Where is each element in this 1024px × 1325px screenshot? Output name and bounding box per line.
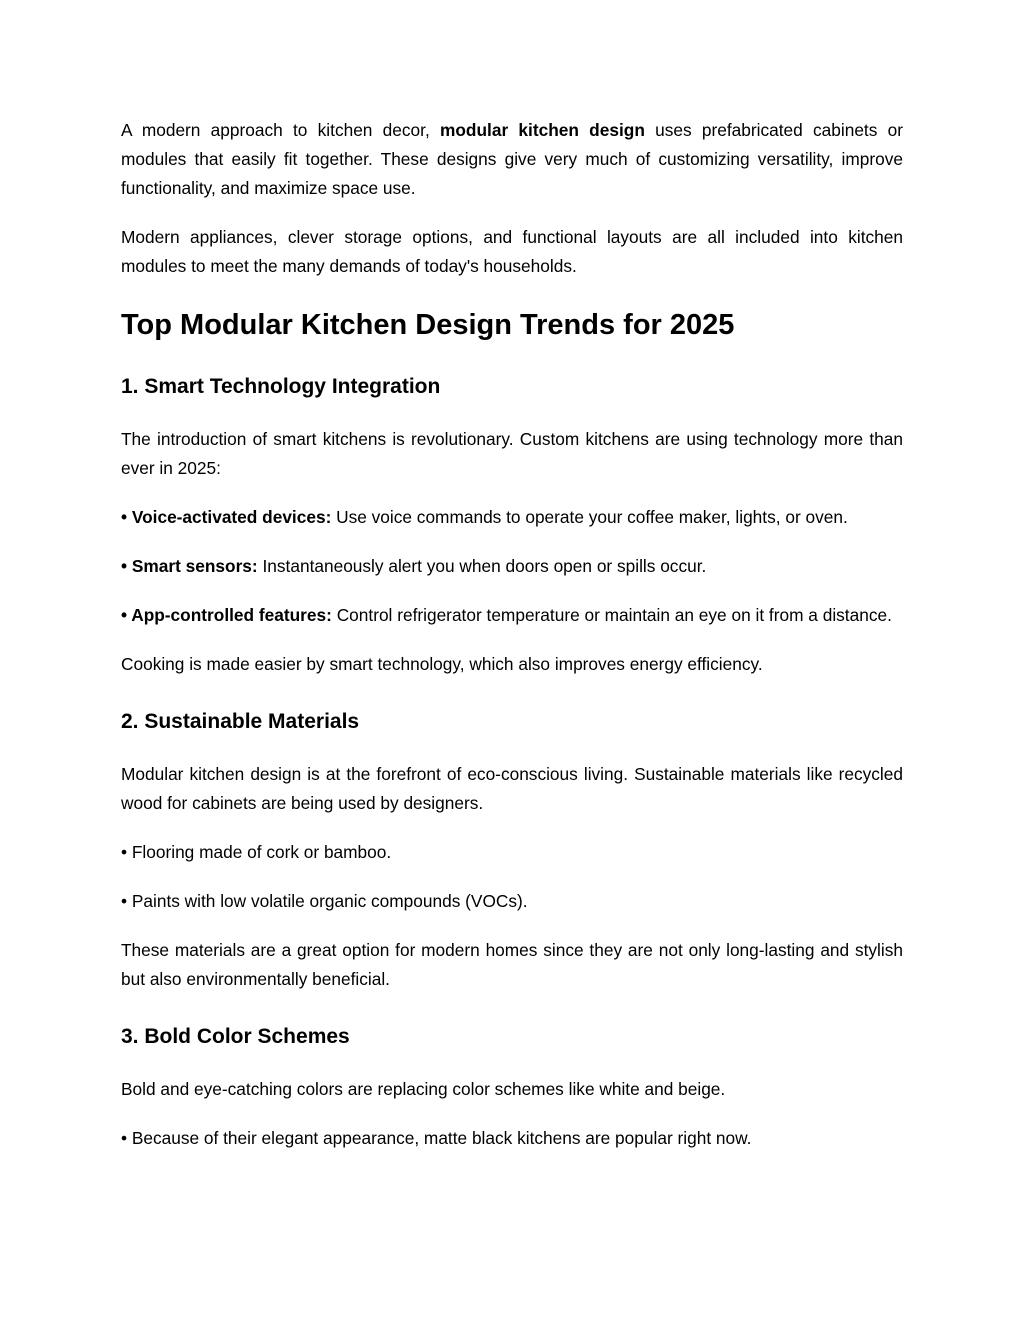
bullet-text: Control refrigerator temperature or maintain an eye on it from a distance.: [331, 605, 892, 625]
section-closing-sustainable-materials: These materials are a great option for modern homes since they are not only long-lasting and stylish but also environmentally beneficial.: [121, 940, 903, 989]
bullet-text: Instantaneously alert you when doors open or spills occur.: [257, 556, 707, 576]
section-heading-smart-technology: 1. Smart Technology Integration: [121, 375, 441, 398]
bullet-voice-activated: [121, 503, 903, 532]
bullet-label: • App-controlled features:: [121, 605, 332, 625]
intro-text-end: uses prefabricated cabinets or modules that easily fit together. These designs give very much of customizing versatility, improve functionality, and maximize space use.: [121, 120, 903, 198]
bullet-smart-sensors: [121, 552, 903, 581]
main-heading: Top Modular Kitchen Design Trends for 2025: [121, 309, 735, 341]
intro-bold-term: modular kitchen design: [440, 120, 645, 140]
bullet-flooring: • Flooring made of cork or bamboo.: [121, 842, 392, 862]
intro-text-start: A modern approach to kitchen decor,: [121, 120, 440, 140]
intro-paragraph-2: Modern appliances, clever storage options, and functional layouts are all included into kitchen modules to meet the many demands of today's households.: [121, 227, 903, 276]
section-intro-bold-color: Bold and eye-catching colors are replacing color schemes like white and beige.: [121, 1079, 726, 1099]
section-heading-bold-color: 3. Bold Color Schemes: [121, 1025, 350, 1048]
bullet-matte-black: • Because of their elegant appearance, matte black kitchens are popular right now.: [121, 1128, 752, 1148]
bullet-text: Use voice commands to operate your coffee maker, lights, or oven.: [331, 507, 848, 527]
bullet-paints: • Paints with low volatile organic compounds (VOCs).: [121, 891, 528, 911]
intro-paragraph-1: [121, 116, 903, 203]
section-intro-sustainable-materials: Modular kitchen design is at the forefront of eco-conscious living. Sustainable materials like recycled wood for cabinets are being used by designers.: [121, 764, 903, 813]
section-heading-sustainable-materials: 2. Sustainable Materials: [121, 710, 360, 733]
document-page: [121, 116, 903, 1153]
section-closing-smart-technology: Cooking is made easier by smart technology, which also improves energy efficiency.: [121, 654, 763, 674]
bullet-label: • Voice-activated devices:: [121, 507, 332, 527]
bullet-label: • Smart sensors:: [121, 556, 258, 576]
bullet-app-controlled: [121, 601, 903, 630]
section-intro-smart-technology: The introduction of smart kitchens is revolutionary. Custom kitchens are using technology more than ever in 2025:: [121, 429, 903, 478]
